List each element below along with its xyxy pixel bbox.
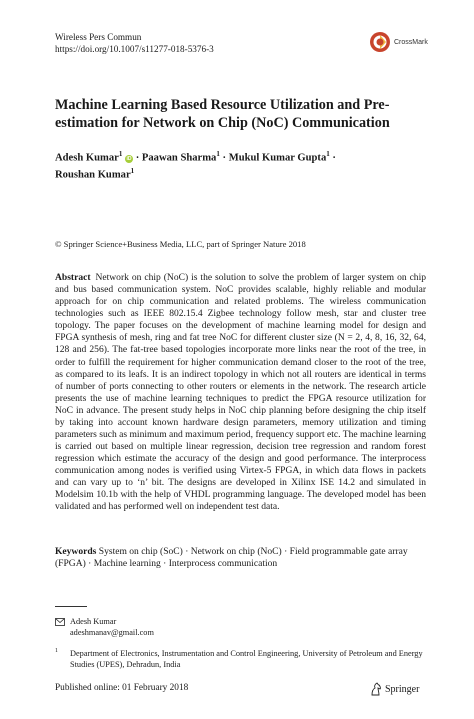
affiliation-text: Department of Electronics, Instrumentation and Control Engineering, University of Petroleum and Energy Studies (UPES), Dehradun, India [70,649,423,669]
affiliation-marker: 1 [118,150,123,158]
abstract-label: Abstract [55,272,91,283]
keywords-label: Keywords [55,546,97,557]
affiliation-marker: 1 [130,166,135,175]
author-name: Roushan Kumar [55,169,131,181]
publisher-logo [370,682,419,696]
author-name: Adesh Kumar [55,152,119,164]
author-name: Paawan Sharma [141,152,217,164]
springer-horse-icon [370,682,382,696]
published-date: Published online: 01 February 2018 [55,683,189,693]
copyright-notice: © Springer Science+Business Media, LLC, part of Springer Nature 2018 [55,239,306,249]
separator: · [332,152,336,164]
crossmark-icon [369,31,391,53]
crossmark-badge[interactable] [369,31,428,53]
corresponding-author [55,616,154,638]
separator: · [222,152,227,164]
crossmark-label: CrossMark [394,38,428,46]
paper-title: Machine Learning Based Resource Utilization and Pre-estimation for Network on Chip (NoC) Communication [55,97,390,131]
affiliation-footnote [55,648,427,670]
orcid-icon[interactable]: iD [126,155,132,162]
contact-email[interactable]: adeshmanav@gmail.com [70,628,154,637]
separator: · [135,152,140,164]
contact-name: Adesh Kumar [70,617,117,626]
journal-header [55,31,214,55]
abstract [55,272,426,514]
envelope-icon [55,618,65,626]
keywords-text: System on chip (SoC) · Network on chip (NoC) · Field programmable gate array (FPGA) · Machine learning · Interprocess communication [55,546,408,570]
doi-link[interactable]: https://doi.org/10.1007/s11277-018-5376-3 [55,44,214,54]
affiliation-marker: 1 [326,150,330,158]
publisher-name: Springer [385,683,420,695]
footnote-divider [55,606,87,607]
author-list [55,148,435,181]
affiliation-number: 1 [55,648,58,654]
affiliation-marker: 1 [216,150,220,158]
author-name: Mukul Kumar Gupta [228,152,327,164]
journal-name: Wireless Pers Commun [55,32,142,42]
keywords [55,546,426,571]
abstract-text: Network on chip (NoC) is the solution to solve the problem of larger system on chip and bus based communication system. NoC provides scalable, highly reliable and modular approach for on chip communication and related problems. The wireless communication technologies such as IEEE 802.15.4 Zigbee technology follow mesh, star and cluster tree topology. The paper focuses on the development of machine learning model for design and FPGA synthesis of mesh, ring and fat tree NoC for different cluster size (N = 2, 4, 8, 16, 32, 64, 128 and 256). The fat-tree based topologies incorporate more links near the root of the tree, in order to fulfill the requirement for higher communication demand closer to the root of the tree, as compared to its leafs. It is an indirect topology in which not all routers are identical in terms of number of ports connecting to other routers or elements in the network. The research article presents the use of machine learning techniques to predict the FPGA resource utilization for NoC in advance. The present study helps in NoC chip planning before designing the chip itself by taking into account known hardware design parameters, memory utilization and timing parameters such as minimum and maximum period, frequency support etc. The machine learning is carried out based on multiple linear regression, decision tree regression and random forest regression which estimate the accuracy of the design and good performance. The interprocess communication among nodes is verified using Virtex-5 FPGA, in which data flows in packets and can vary up to ‘n’ bit. The designs are developed in Xilinx ISE 14.2 and simulated in Modelsim 10.1b with the help of VHDL programming language. The developed model has been validated and has performed well on independent test data. [55,272,427,513]
